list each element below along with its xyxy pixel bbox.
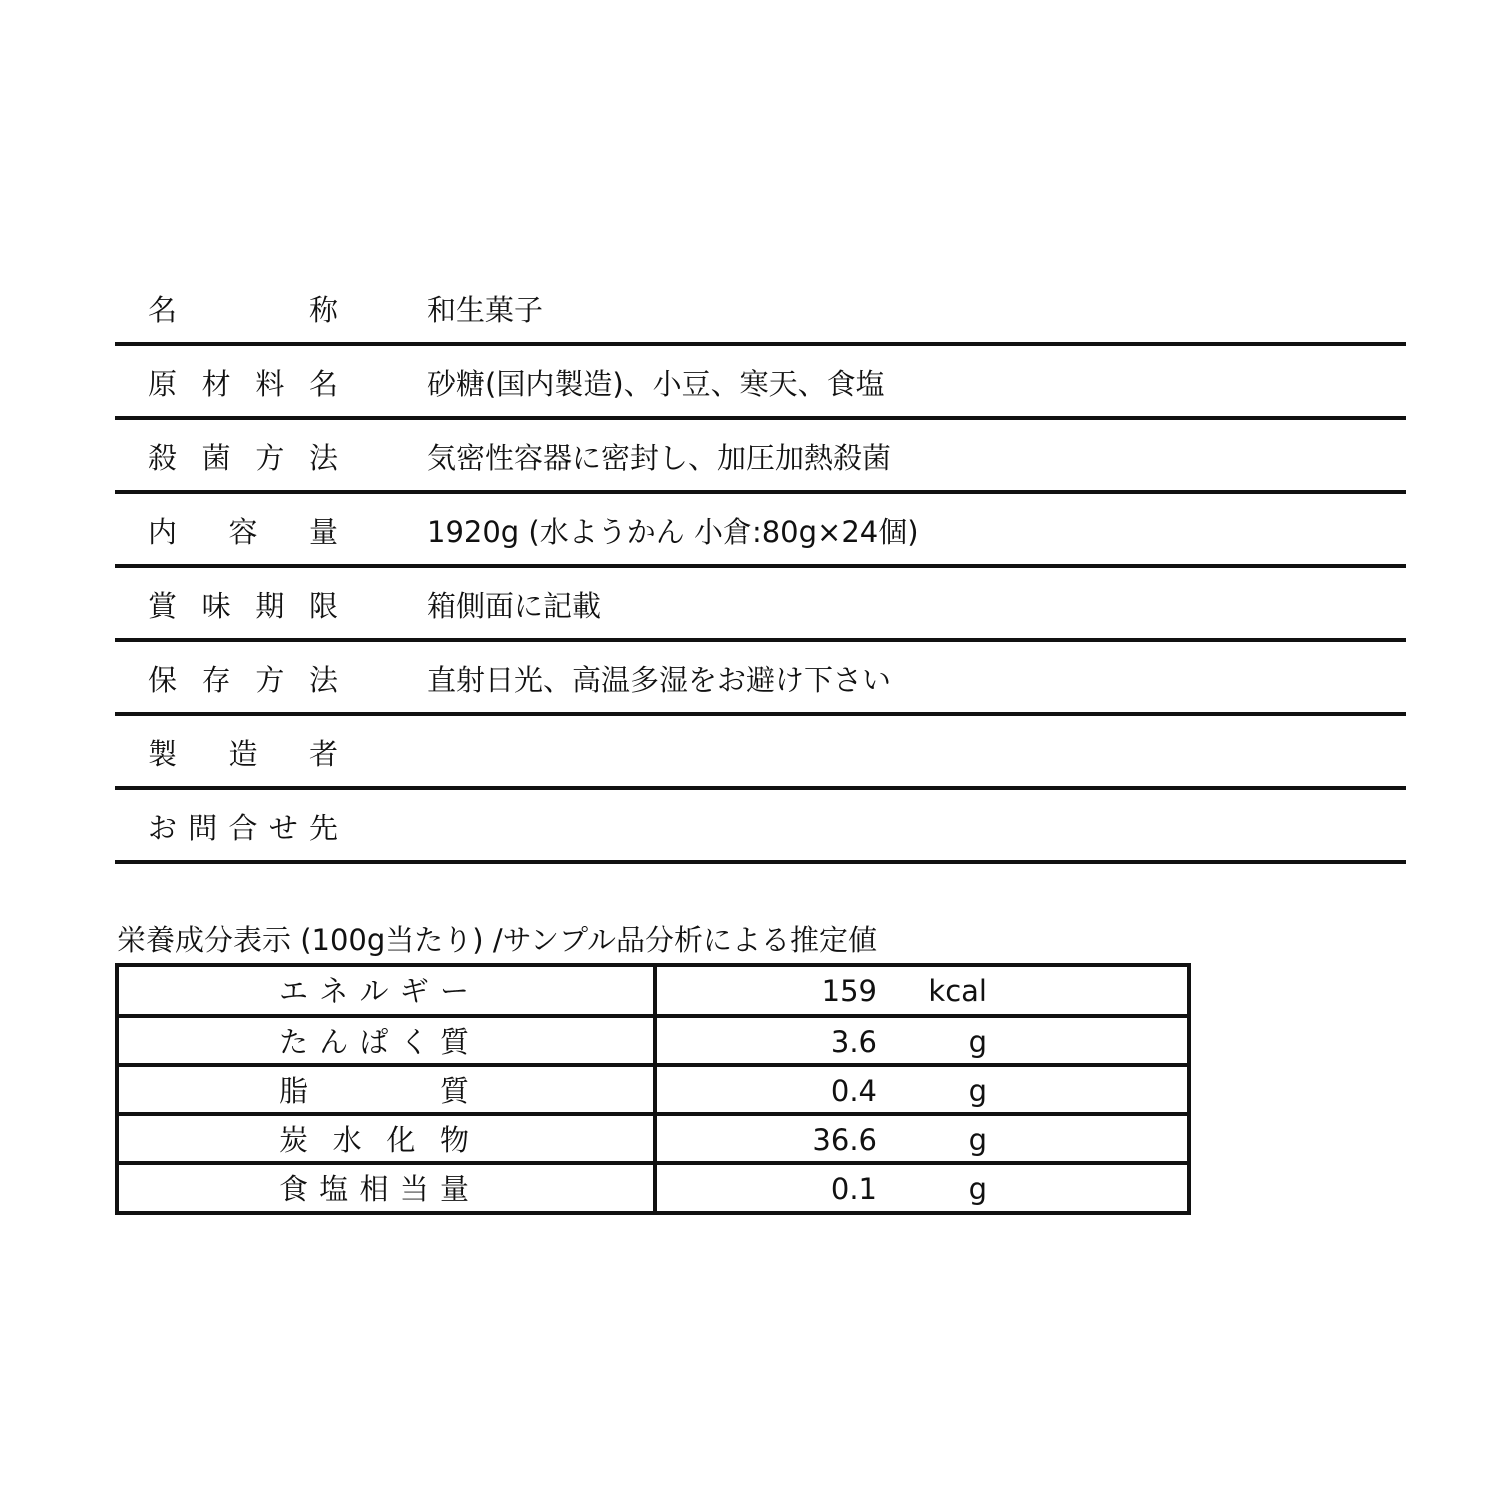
label-value: 箱側面に記載 <box>427 589 602 623</box>
nutrition-value: 0.1 <box>830 1172 877 1206</box>
product-label-table <box>115 272 1406 864</box>
label-row <box>115 272 1406 346</box>
label-row <box>115 716 1406 790</box>
label-row <box>115 494 1406 568</box>
nutrition-name: た ん ぱ く 質 <box>279 1025 469 1059</box>
nutrition-title: 栄養成分表示 (100g当たり) /サンプル品分析による推定値 <box>117 923 877 957</box>
nutrition-unit: g <box>968 1172 987 1206</box>
nutrition-unit: kcal <box>928 974 987 1008</box>
label-value: 和生菓子 <box>427 293 544 327</box>
nutrition-row <box>119 1014 1187 1063</box>
nutrition-name: 脂 質 <box>279 1074 469 1108</box>
nutrition-value: 159 <box>821 974 877 1008</box>
label-row <box>115 346 1406 420</box>
label-row <box>115 568 1406 642</box>
label-value: 砂糖(国内製造)、小豆、寒天、食塩 <box>427 367 885 401</box>
label-key: 原 材 料 名 <box>148 367 338 401</box>
label-value: 1920g (水ようかん 小倉:80g×24個) <box>427 515 919 549</box>
nutrition-row <box>119 1063 1187 1112</box>
nutrition-table <box>115 963 1191 1215</box>
nutrition-name: 炭 水 化 物 <box>279 1123 469 1157</box>
label-row <box>115 642 1406 716</box>
label-key: お 問 合 せ 先 <box>148 811 338 845</box>
label-key: 名 称 <box>148 293 338 327</box>
nutrition-value: 0.4 <box>830 1074 877 1108</box>
nutrition-unit: g <box>968 1074 987 1108</box>
nutrition-unit: g <box>968 1123 987 1157</box>
label-key: 内 容 量 <box>148 515 338 549</box>
label-value: 直射日光、高温多湿をお避け下さい <box>427 663 892 697</box>
label-key: 製 造 者 <box>148 737 338 771</box>
label-value: 気密性容器に密封し、加圧加熱殺菌 <box>427 441 892 475</box>
nutrition-row <box>119 1112 1187 1161</box>
label-key: 賞 味 期 限 <box>148 589 338 623</box>
nutrition-row <box>119 1161 1187 1210</box>
label-key: 保 存 方 法 <box>148 663 338 697</box>
nutrition-value: 36.6 <box>812 1123 877 1157</box>
nutrition-row <box>119 967 1187 1016</box>
nutrition-name: エ ネ ル ギ ー <box>279 974 469 1008</box>
label-row <box>115 790 1406 864</box>
nutrition-value: 3.6 <box>830 1025 877 1059</box>
nutrition-unit: g <box>968 1025 987 1059</box>
label-key: 殺 菌 方 法 <box>148 441 338 475</box>
nutrition-name: 食 塩 相 当 量 <box>279 1172 469 1206</box>
label-row <box>115 420 1406 494</box>
